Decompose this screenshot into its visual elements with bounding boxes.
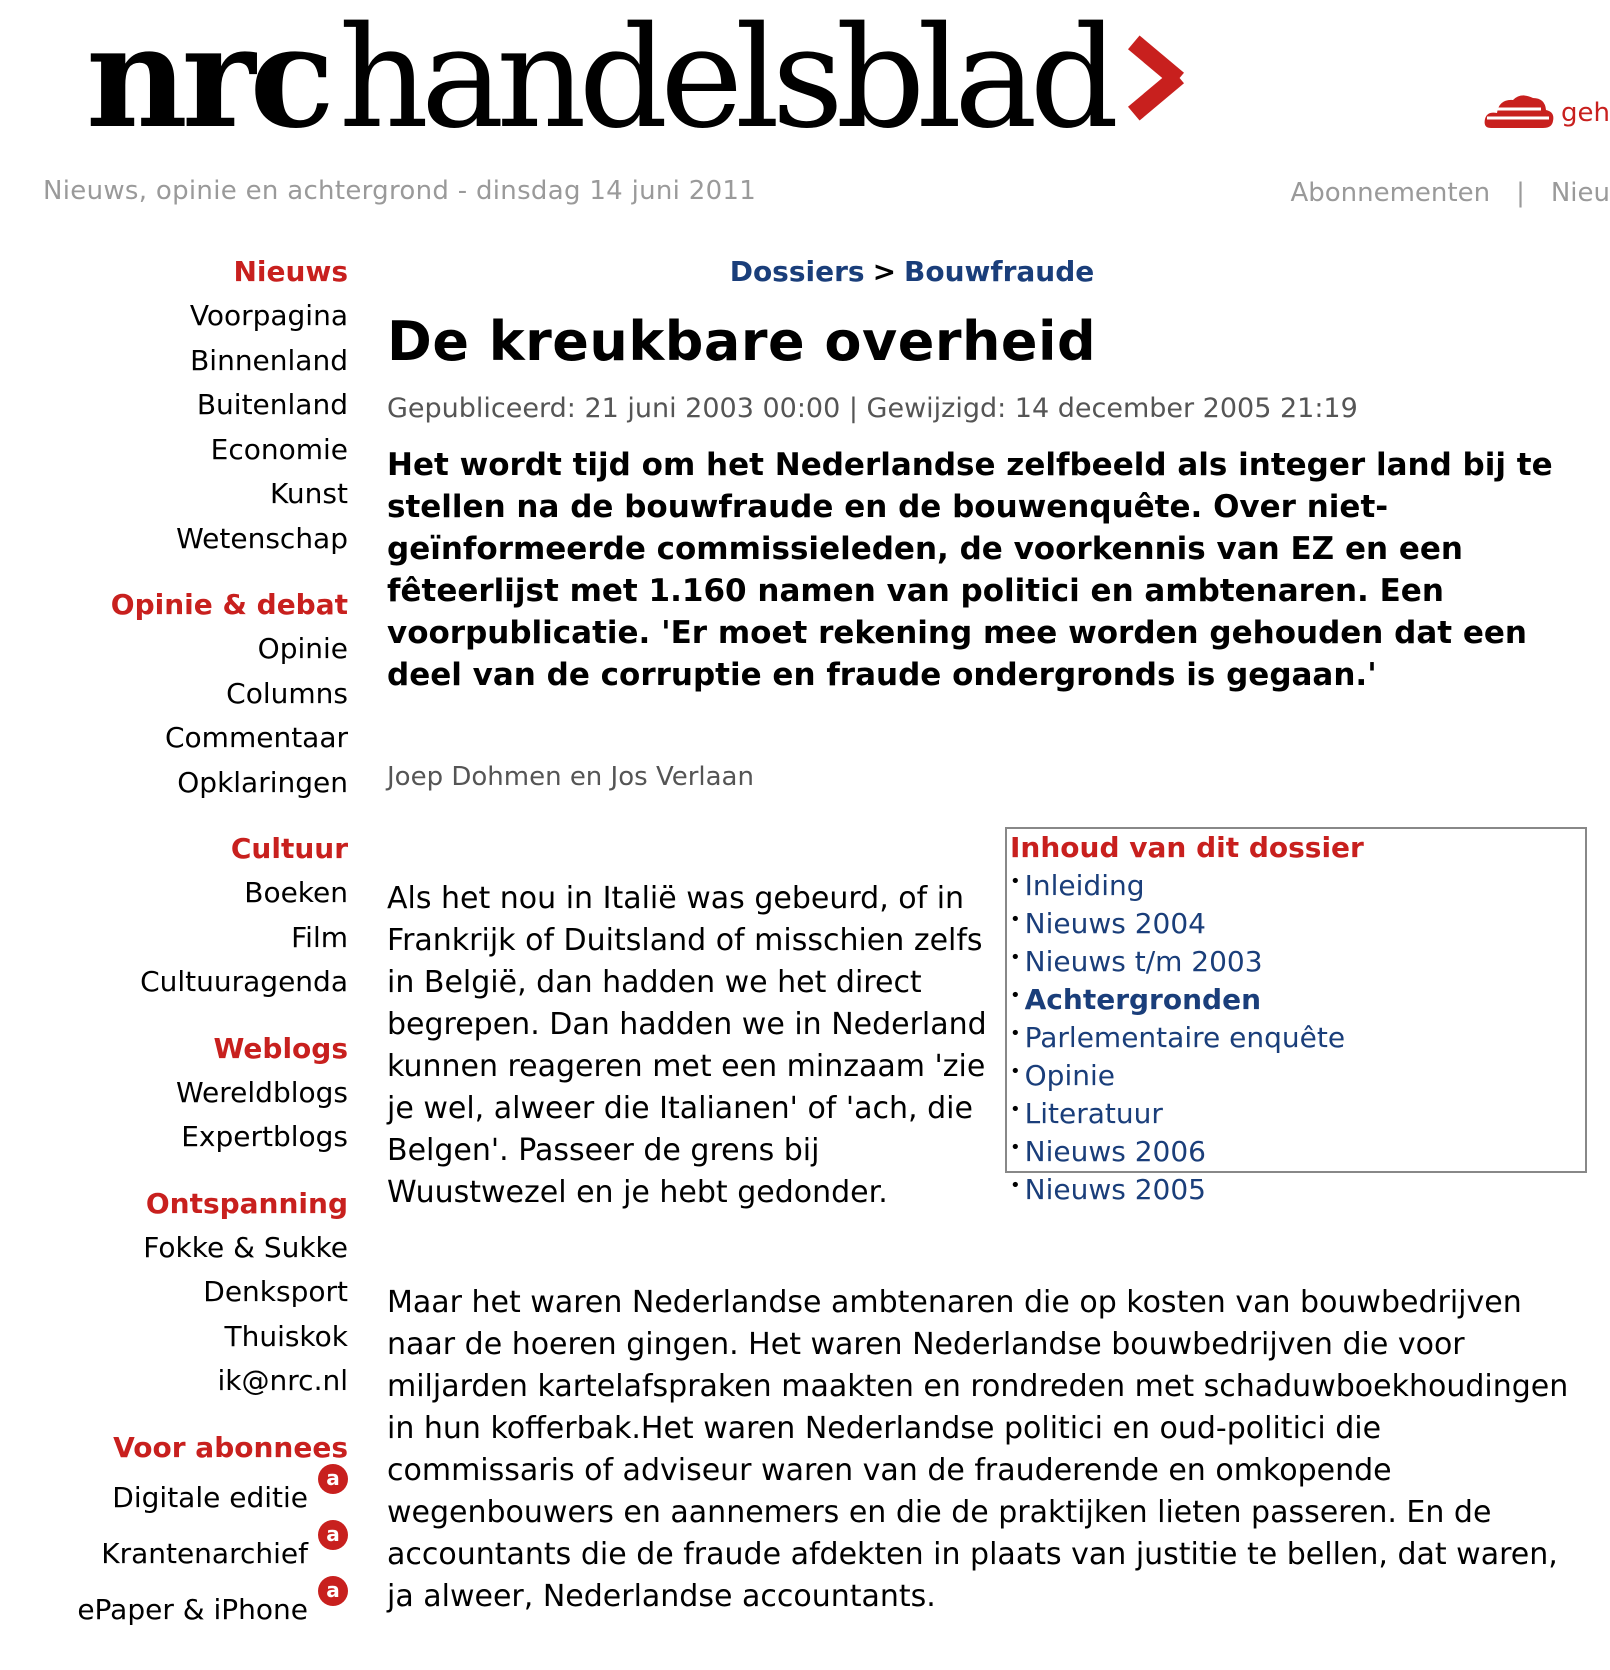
sidebar-item-digitale-editie[interactable]: [0, 1465, 348, 1526]
sidebar-heading-opinie-debat[interactable]: Opinie & debat: [110, 588, 348, 621]
sidebar-heading-ontspanning[interactable]: Ontspanning: [145, 1186, 348, 1220]
subscriber-badge-icon: a: [318, 1576, 348, 1606]
dossier-item-nieuws-tm-2003[interactable]: [1010, 941, 1585, 979]
cloud-icon: [1483, 88, 1555, 138]
sidebar-item-ik-nrc[interactable]: ik@nrc.nl: [217, 1364, 348, 1397]
dossier-item-label: Literatuur: [1024, 1097, 1163, 1130]
sidebar-nav: [0, 250, 348, 1660]
sidebar-item-film[interactable]: Film: [291, 920, 348, 954]
bullet-icon: •: [1010, 1175, 1021, 1196]
sidebar-item-krantenarchief[interactable]: [0, 1521, 348, 1582]
top-nav: [1290, 178, 1610, 208]
bullet-icon: •: [1010, 985, 1021, 1006]
article-headline: De kreukbare overheid: [387, 310, 1097, 373]
logo-nrc-text: nrc: [86, 0, 329, 160]
sidebar-item-epaper-iphone[interactable]: [0, 1577, 348, 1638]
article: [387, 250, 1577, 1614]
bullet-icon: •: [1010, 871, 1021, 892]
top-right-links: [1483, 88, 1610, 138]
sidebar-item-expertblogs[interactable]: Expertblogs: [181, 1120, 348, 1153]
dossier-item-nieuws-2006[interactable]: [1010, 1131, 1585, 1169]
nav-section-ontspanning: [0, 1182, 348, 1404]
dossier-item-label: Opinie: [1024, 1059, 1115, 1092]
site-tagline: Nieuws, opinie en achtergrond - dinsdag 14 juni 2011: [43, 176, 757, 206]
dossier-item-nieuws-2004[interactable]: [1010, 903, 1585, 941]
sidebar-item-commentaar[interactable]: Commentaar: [164, 721, 348, 754]
dossier-item-label: Nieuws 2006: [1024, 1135, 1206, 1168]
sidebar-item-label: ePaper & iPhone: [77, 1592, 308, 1626]
dossier-item-label: Nieuws 2005: [1024, 1173, 1206, 1206]
logo-handelsblad-text: handelsblad: [338, 0, 1112, 160]
nav-section-abonnees: [0, 1426, 348, 1638]
dossier-item-literatuur[interactable]: [1010, 1093, 1585, 1131]
site-logo[interactable]: [86, 0, 1183, 160]
sidebar-item-thuiskok[interactable]: Thuiskok: [224, 1319, 348, 1353]
article-byline: Joep Dohmen en Jos Verlaan: [387, 762, 754, 792]
bullet-icon: •: [1010, 1099, 1021, 1120]
sidebar-heading-voor-abonnees[interactable]: Voor abonnees: [113, 1430, 348, 1464]
article-lead: Het wordt tijd om het Nederlandse zelfbeeld als integer land bij te stellen na de bouwfraude en de bouwenquête. Over niet-geïnformeerde commissieleden, de voorkennis van EZ en een fêteerlijst met 1.160 namen van politici en ambtenaren. Een voorpublicatie. 'Er moet rekening mee worden gehouden dat een deel van de corruptie en fraude ondergronds is gegaan.': [387, 447, 1553, 693]
dossier-item-label: Nieuws t/m 2003: [1024, 945, 1263, 978]
dossier-item-inleiding[interactable]: [1010, 865, 1585, 903]
breadcrumb: [387, 250, 1437, 294]
bullet-icon: •: [1010, 1061, 1021, 1082]
article-paragraph: Maar het waren Nederlandse ambtenaren die op kosten van bouwbedrijven naar de hoeren gingen. Het waren Nederlandse bouwbedrijven die voor miljarden kartelafspraken maakten en rondreden met schaduwboekhoudingen in hun kofferbak.Het waren Nederlandse politici en oud-politici die commissaris of adviseur waren van de frauderende en omkopende wegenbouwers en aannemers en die de praktijken lieten passeren. En de accountants die de fraude afdekten in plaats van justitie te bellen, dat waren, ja alweer, Nederlandse accountants.: [387, 1285, 1569, 1614]
article-meta: Gepubliceerd: 21 juni 2003 00:00 | Gewijzigd: 14 december 2005 21:19: [387, 393, 1358, 424]
sidebar-item-denksport[interactable]: Denksport: [203, 1275, 348, 1308]
bullet-icon: •: [1010, 1137, 1021, 1158]
dossier-item-achtergronden[interactable]: [1010, 979, 1585, 1017]
sidebar-item-label: Krantenarchief: [101, 1536, 308, 1570]
sidebar-item-economie[interactable]: Economie: [210, 432, 348, 466]
bullet-icon: •: [1010, 947, 1021, 968]
sidebar-item-label: Digitale editie: [112, 1480, 308, 1514]
sidebar-item-cultuuragenda[interactable]: Cultuuragenda: [140, 965, 348, 998]
nav-section-cultuur: [0, 827, 348, 1005]
dossier-item-label: Achtergronden: [1024, 983, 1261, 1016]
nav-section-weblogs: [0, 1027, 348, 1160]
sidebar-heading-weblogs[interactable]: Weblogs: [213, 1031, 348, 1065]
bullet-icon: •: [1010, 1023, 1021, 1044]
sidebar-heading-nieuws[interactable]: Nieuws: [233, 255, 348, 288]
dossier-box: [1005, 827, 1587, 1206]
nav-separator: |: [1516, 178, 1525, 208]
nav-section-opinie: [0, 583, 348, 805]
sidebar-item-opinie[interactable]: Opinie: [257, 632, 348, 665]
sidebar-item-wereldblogs[interactable]: Wereldblogs: [176, 1075, 348, 1109]
dossier-item-label: Nieuws 2004: [1024, 907, 1206, 940]
dossier-item-label: Inleiding: [1024, 869, 1145, 902]
nav-nieuws-link[interactable]: Nieu: [1550, 178, 1610, 208]
dossier-item-nieuws-2005[interactable]: [1010, 1169, 1585, 1207]
dossier-item-label: Parlementaire enquête: [1024, 1021, 1346, 1054]
sidebar-item-voorpagina[interactable]: Voorpagina: [189, 299, 348, 332]
top-right-link[interactable]: geh: [1561, 98, 1610, 128]
breadcrumb-dossiers-link[interactable]: Dossiers: [729, 255, 865, 288]
breadcrumb-topic-link[interactable]: Bouwfraude: [904, 255, 1095, 288]
sidebar-item-boeken[interactable]: Boeken: [244, 876, 348, 909]
dossier-item-parlementaire-enquete[interactable]: [1010, 1017, 1585, 1055]
nav-section-nieuws: [0, 250, 348, 561]
sidebar-item-fokke-sukke[interactable]: Fokke & Sukke: [143, 1230, 348, 1264]
sidebar-item-wetenschap[interactable]: Wetenschap: [176, 521, 348, 555]
sidebar-heading-cultuur[interactable]: Cultuur: [230, 832, 348, 865]
dossier-title: Inhoud van dit dossier: [1010, 831, 1364, 864]
sidebar-item-kunst[interactable]: Kunst: [269, 477, 348, 510]
nav-abonnementen-link[interactable]: Abonnementen: [1290, 178, 1491, 208]
chevron-right-icon: [1123, 28, 1183, 120]
sidebar-item-columns[interactable]: Columns: [226, 676, 348, 710]
sidebar-item-opklaringen[interactable]: Opklaringen: [177, 765, 348, 799]
article-paragraph: Als het nou in Italië was gebeurd, of in Frankrijk of Duitsland of misschien zelfs in België, dan hadden we het direct begrepen. Dan hadden we in Nederland kunnen reageren met een minzaam 'zie je wel, alweer die Italianen' of 'ach, die Belgen'. Passeer de grens bij Wuustwezel en je hebt gedonder.: [387, 881, 987, 1210]
sidebar-item-buitenland[interactable]: Buitenland: [196, 388, 348, 421]
breadcrumb-separator: >: [872, 255, 897, 288]
sidebar-item-binnenland[interactable]: Binnenland: [190, 343, 348, 377]
subscriber-badge-icon: a: [318, 1464, 348, 1494]
bullet-icon: •: [1010, 909, 1021, 930]
subscriber-badge-icon: a: [318, 1520, 348, 1550]
dossier-item-opinie[interactable]: [1010, 1055, 1585, 1093]
